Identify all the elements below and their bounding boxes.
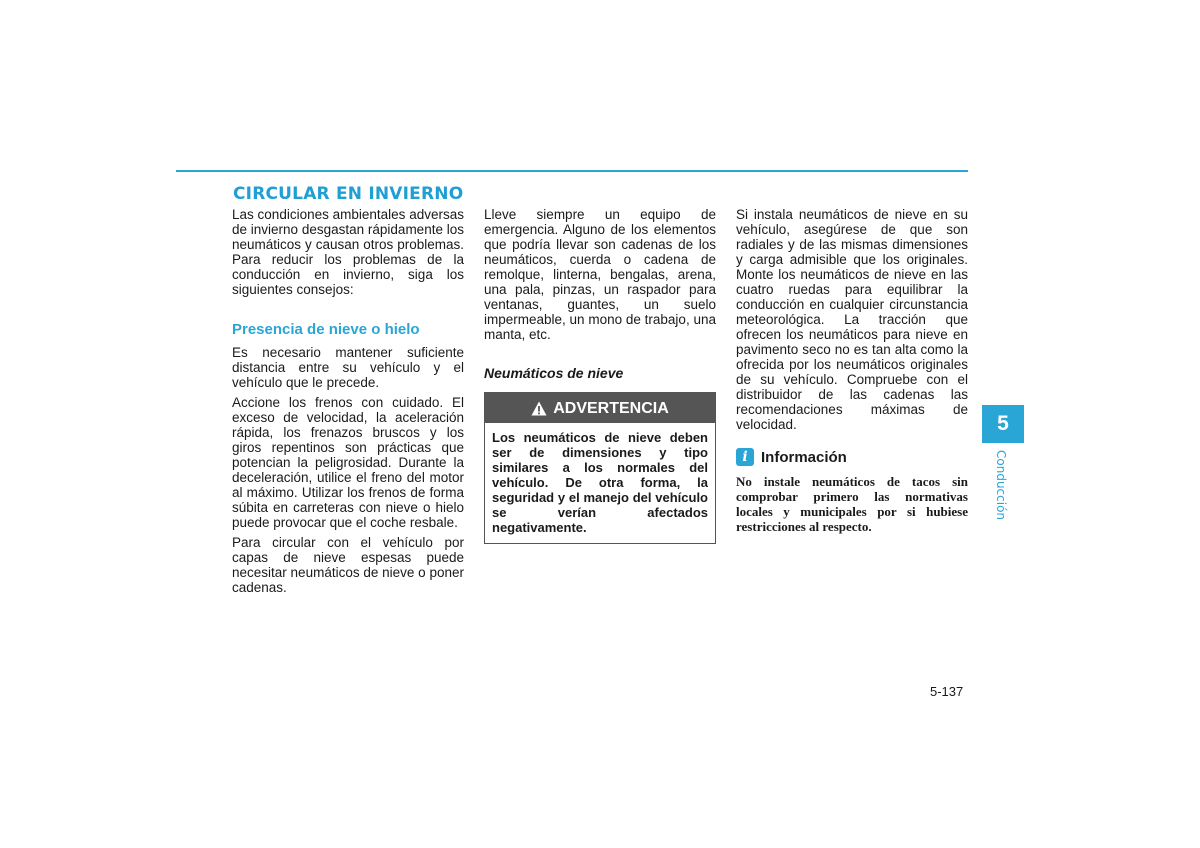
warning-title: ADVERTENCIA (553, 399, 669, 417)
chapter-name: Conducción (994, 450, 1008, 521)
column-3 (736, 207, 968, 539)
paragraph: Para circular con el vehículo por capas de nieve espesas puede necesitar neumáticos de nieve o poner cadenas. (232, 535, 464, 595)
info-heading (736, 448, 968, 466)
info-body: No instale neumáticos de tacos sin comprobar primero las normativas locales y municipales por si hubiese restricciones al respecto. (736, 474, 968, 534)
paragraph: Es necesario mantener suficiente distancia entre su vehículo y el vehículo que le precede. (232, 345, 464, 390)
section-title: CIRCULAR EN INVIERNO (233, 184, 464, 204)
subheading-snow-ice: Presencia de nieve o hielo (232, 321, 420, 338)
top-rule (176, 170, 968, 172)
info-title: Información (761, 448, 847, 466)
subheading-snow-tires: Neumáticos de nieve (484, 365, 624, 381)
warning-triangle-icon (531, 401, 547, 416)
page-number: 5-137 (930, 684, 964, 699)
warning-body: Los neumáticos de nieve deben ser de dimensiones y tipo similares a los normales del vehículo. De otra forma, la seguridad y el manejo del vehículo se verían afectados negativamente. (492, 430, 708, 535)
intro-paragraph: Las condiciones ambientales adversas de invierno desgastan rápidamente los neumáticos y causan otros problemas. Para reducir los problemas de la conducción en invierno, siga los siguientes consejos: (232, 207, 464, 297)
emergency-kit-paragraph: Lleve siempre un equipo de emergencia. Alguno de los elementos que podría llevar son cadenas de los neumáticos, cuerda o cadena de remolque, linterna, bengalas, arena, una pala, pinzas, un raspador para ventanas, guantes, un suelo impermeable, un mono de trabajo, una manta, etc. (484, 207, 716, 342)
snow-tires-paragraph: Si instala neumáticos de nieve en su vehículo, asegúrese de que son radiales y de las mismas dimensiones y carga admisible que los originales. Monte los neumáticos de nieve en las cuatro ruedas para equilibrar la conducción en cualquier circunstancia meteorológica. La tracción que ofrecen los neumáticos para nieve en pavimento seco no es tan alta como la ofrecida por los neumáticos originales de su vehículo. Compruebe con el distribuidor de las cadenas las recomendaciones máximas de velocidad. (736, 207, 968, 432)
paragraph: Accione los frenos con cuidado. El exceso de velocidad, la aceleración rápida, los frenazos bruscos y los giros repentinos son prácticas que potencian la peligrosidad. Durante la deceleración, utilice el freno del motor al máximo. Utilizar los frenos de forma súbita en carreteras con nieve o hielo puede provocar que el coche resbale. (232, 395, 464, 530)
info-icon: i (736, 448, 754, 466)
column-2 (484, 207, 716, 544)
warning-box (484, 392, 716, 544)
chapter-number-tab: 5 (982, 405, 1024, 443)
warning-header (485, 393, 715, 423)
column-1 (232, 207, 464, 600)
